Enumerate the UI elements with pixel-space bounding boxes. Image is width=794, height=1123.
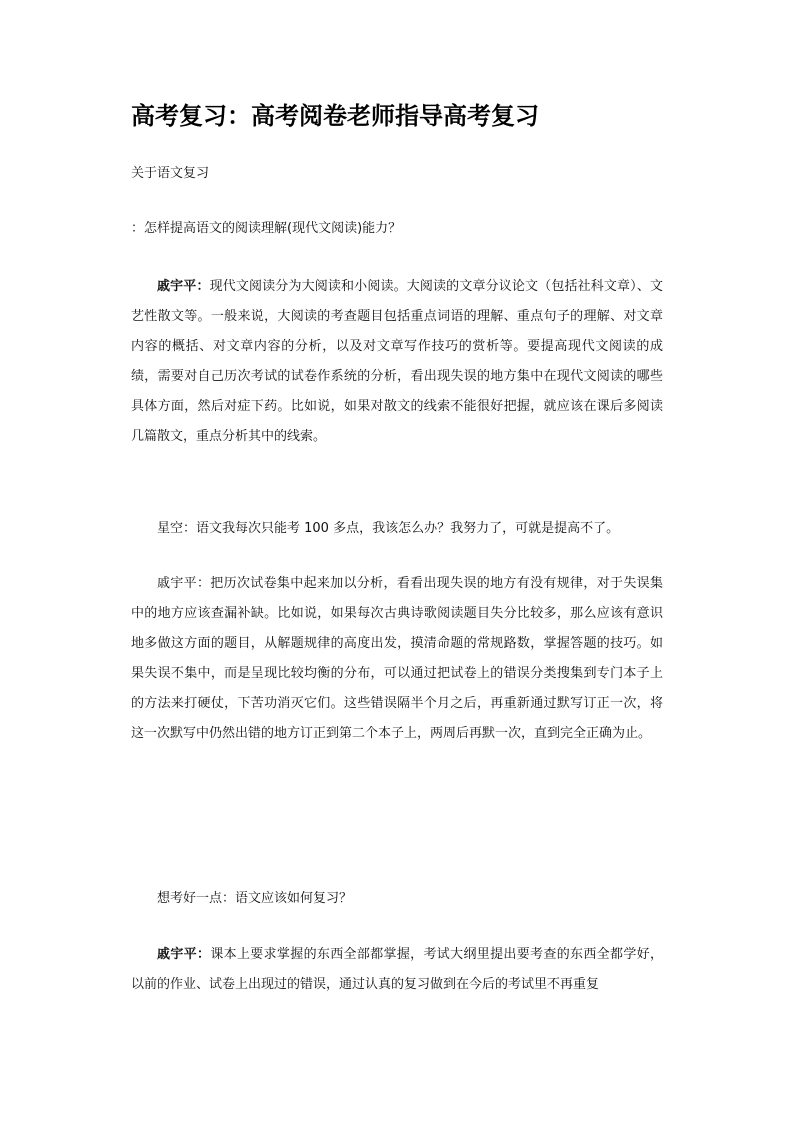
question-1: ：怎样提高语文的阅读理解(现代文阅读)能力？ xyxy=(131,221,402,236)
answer-3-paragraph xyxy=(131,940,663,1000)
question-2-paragraph: 星空：语文我每次只能考 100 多点，我该怎么办？我努力了，可就是提高不了。 xyxy=(157,521,620,536)
document-title: 高考复习：高考阅卷老师指导高考复习 xyxy=(131,101,539,130)
answer-3-text: 课本上要求掌握的东西全部都掌握，考试大纲里提出要考查的东西全都学好，以前的作业、试卷上出现过的错误，通过认真的复习做到在今后的考试里不再重复 xyxy=(131,947,663,992)
answer-1-paragraph xyxy=(131,272,663,452)
speaker-separator: ： xyxy=(196,947,211,962)
question-3-paragraph: 想考好一点：语文应该如何复习？ xyxy=(157,891,353,906)
speaker-name: 戚宇平 xyxy=(157,947,197,962)
speaker-name: 戚宇平 xyxy=(157,279,197,294)
subtitle: 关于语文复习 xyxy=(131,166,210,181)
speaker-separator: ： xyxy=(196,279,210,294)
answer-1-text: 现代文阅读分为大阅读和小阅读。大阅读的文章分议论文（包括社科文章）、文艺性散文等。一般来说，大阅读的考查题目包括重点词语的理解、重点句子的理解、对文章内容的概括、对文章内容的分析，以及对文章写作技巧的赏析等。要提高现代文阅读的成绩，需要对自己历次考试的试卷作系统的分析，看出现失误的地方集中在现代文阅读的哪些具体方面，然后对症下药。比如说，如果对散文的线索不能很好把握，就应该在课后多阅读几篇散文，重点分析其中的线索。 xyxy=(131,279,663,444)
answer-2-paragraph: 戚宇平：把历次试卷集中起来加以分析，看看出现失误的地方有没有规律，对于失误集中的地方应该查漏补缺。比如说，如果每次古典诗歌阅读题目失分比较多，那么应该有意识地多做这方面的题目，从解题规律的高度出发，摸清命题的常规路数，掌握答题的技巧。如果失误不集中，而是呈现比较均衡的分布，可以通过把试卷上的错误分类搜集到专门本子上的方法来打硬仗，下苦功消灭它们。这些错误隔半个月之后，再重新通过默写订正一次，将这一次默写中仍然出错的地方订正到第二个本子上，两周后再默一次，直到完全正确为止。 xyxy=(131,576,663,741)
